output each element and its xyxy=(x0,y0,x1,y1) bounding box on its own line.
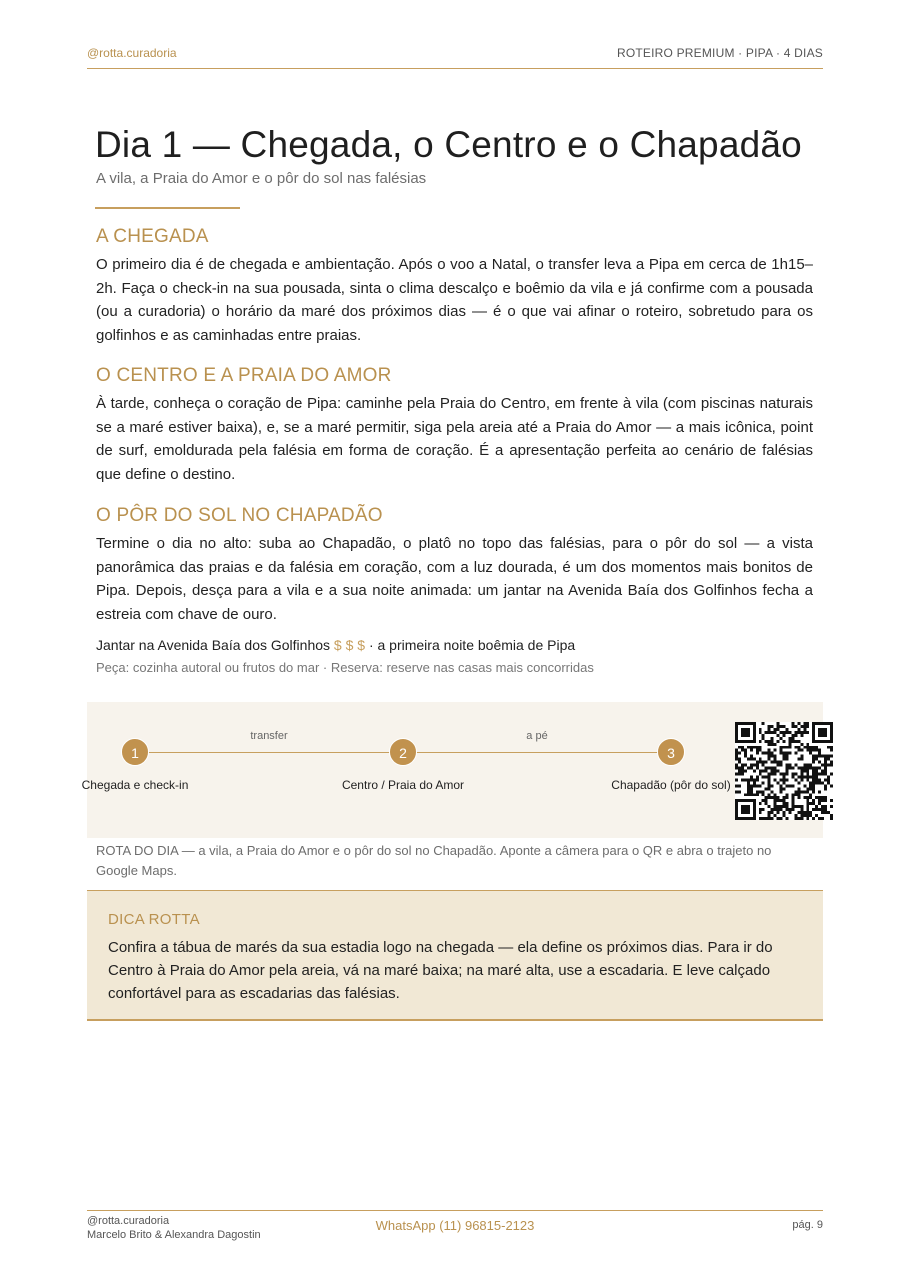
section-heading-centro: O CENTRO E A PRAIA DO AMOR xyxy=(96,365,392,386)
footer-authors: Marcelo Brito & Alexandra Dagostin xyxy=(87,1229,261,1241)
route-segment-label-1: transfer xyxy=(250,730,288,742)
section-text-chapadao: Termine o dia no alto: suba ao Chapadão, o platô no topo das falésias, para o pôr do sol — a vista panorâmica das praias e da falésia em coração, com a luz dourada, é um dos momentos mais bonitos de Pipa. Depois, desça para a vila e a sua noite animada: um jantar na Avenida Baía dos Golfinhos fecha a estreia com chave de ouro. xyxy=(96,535,813,623)
page-subtitle: A vila, a Praia do Amor e o pôr do sol nas falésias xyxy=(96,170,427,187)
dining-line xyxy=(96,637,575,653)
route-stop-marker-2: 2 xyxy=(389,738,417,766)
footer-handle: @rotta.curadoria xyxy=(87,1215,170,1227)
page-title: Dia 1 — Chegada, o Centro e o Chapadão xyxy=(95,124,802,165)
footer-whatsapp-link[interactable]: WhatsApp (11) 96815-2123 xyxy=(375,1218,535,1233)
tip-title: DICA ROTTA xyxy=(108,911,200,928)
section-text-chegada: O primeiro dia é de chegada e ambientação. Após o voo a Natal, o transfer leva a Pipa em cerca de 1h15–2h. Faça o check-in na sua pousada, sinta o clima descalço e boêmio da vila e já confirme com a pousada (ou a curadoria) o horário da maré dos próximos dias — é o que vai afinar o roteiro, sobretudo para os golfinhos e as caminhadas entre praias. xyxy=(96,256,813,344)
section-heading-chapadao: O PÔR DO SOL NO CHAPADÃO xyxy=(96,505,383,526)
route-stop-marker-1: 1 xyxy=(121,738,149,766)
route-segment-line-1 xyxy=(135,752,403,753)
route-caption: ROTA DO DIA — a vila, a Praia do Amor e o pôr do sol no Chapadão. Aponte a câmera para o QR e abra o trajeto no Google Maps. xyxy=(96,843,772,878)
route-segment-label-2: a pé xyxy=(526,730,548,742)
route-stop-label-3: Chapadão (pôr do sol) xyxy=(611,778,731,792)
dining-price: $ $ $ xyxy=(333,637,366,653)
header-handle: @rotta.curadoria xyxy=(87,46,177,60)
dining-details: Peça: cozinha autoral ou frutos do mar · Reserva: reserve nas casas mais concorridas xyxy=(96,660,594,675)
tip-text: Confira a tábua de marés da sua estadia logo na chegada — ela define os próximos dias. Para ir do Centro à Praia do Amor pela areia, vá na maré baixa; na maré alta, use a escadaria. E leve calçado confortável para as escadarias das falésias. xyxy=(108,939,773,1002)
route-stop-marker-3: 3 xyxy=(657,738,685,766)
page-header xyxy=(87,46,823,69)
title-divider xyxy=(95,207,240,209)
dining-name: Jantar na Avenida Baía dos Golfinhos xyxy=(96,637,331,653)
dining-note: · a primeira noite boêmia de Pipa xyxy=(368,637,576,653)
section-text-centro: À tarde, conheça o coração de Pipa: caminhe pela Praia do Centro, em frente à vila (com piscinas naturais se a maré estiver baixa), e, se a maré permitir, siga pela areia até a Praia do Amor — a mais icônica, point de surf, emoldurada pela falésia em forma de coração. É a apresentação perfeita ao cenário de falésias que define o destino. xyxy=(96,395,813,483)
tip-box xyxy=(87,890,823,1021)
section-heading-chegada: A CHEGADA xyxy=(96,226,209,247)
route-stop-label-2: Centro / Praia do Amor xyxy=(341,778,465,792)
route-segment-line-2 xyxy=(403,752,671,753)
header-guide-label: ROTEIRO PREMIUM · PIPA · 4 DIAS xyxy=(616,46,823,60)
route-map-panel xyxy=(87,702,823,838)
footer-page-number: pág. 9 xyxy=(792,1219,823,1231)
route-stop-label-1: Chegada e check-in xyxy=(81,778,189,792)
qr-code-graphic xyxy=(735,722,833,820)
page-footer xyxy=(87,1210,823,1251)
qr-code-icon[interactable] xyxy=(735,722,833,820)
